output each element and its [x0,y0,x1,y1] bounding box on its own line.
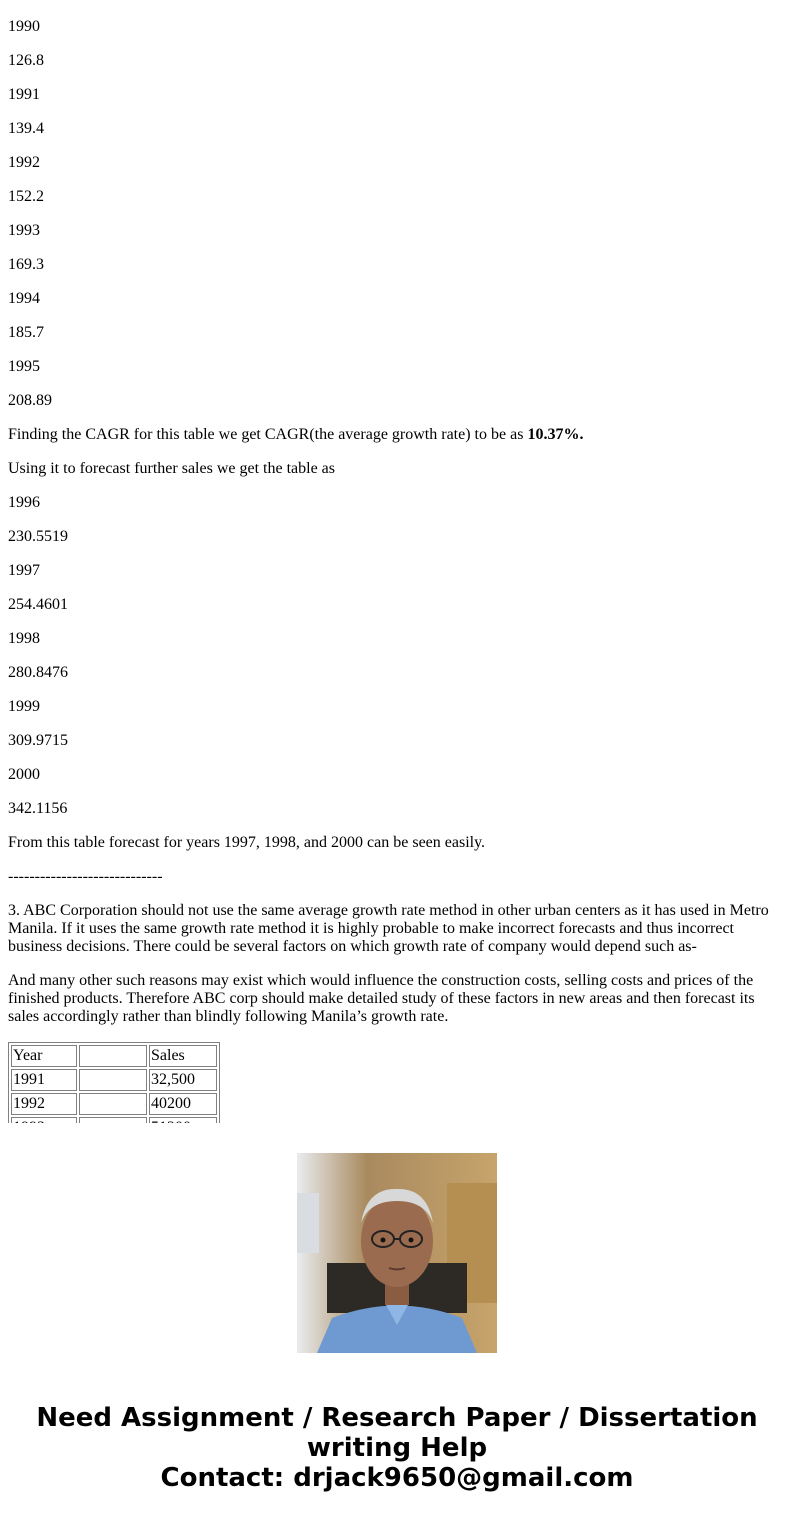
value-line: 1990 [8,18,40,35]
value-line: 1992 [8,154,40,171]
cagr-paragraph [8,426,784,444]
cagr-text: Finding the CAGR for this table we get CAGR(the average growth rate) to be as [8,426,528,443]
value-line: 152.2 [8,188,44,205]
forecast-note: From this table forecast for years 1997, 1998, and 2000 can be seen easily. [8,834,486,851]
top-values-list [8,0,784,410]
header-blank [79,1045,147,1067]
forecast-values-list [8,494,784,818]
cagr-value: 10.37%. [527,426,584,443]
cell-year: 1991 [11,1069,77,1091]
value-line: 1995 [8,358,40,375]
header-sales: Sales [149,1045,217,1067]
paragraph-4: And many other such reasons may exist which would influence the construction costs, selling costs and prices of the finished products. Therefore ABC corp should make detailed study of these factors in new areas and then forecast its sales accordingly rather than blindly following Manila’s growth rate. [8,972,755,1025]
forecast-line: 280.8476 [8,664,68,681]
promo-line-2: writing Help [306,1433,488,1463]
table-row [11,1069,217,1091]
value-line: 185.7 [8,324,44,341]
forecast-line: 1996 [8,494,40,511]
forecast-line: 230.5519 [8,528,68,545]
promo-line-1: Need Assignment / Research Paper / Dissertation [36,1403,758,1433]
cell-sales: 40200 [149,1093,217,1115]
value-line: 139.4 [8,120,44,137]
header-year: Year [11,1045,77,1067]
promo-footer [0,1123,794,1523]
value-line: 1993 [8,222,40,239]
value-line: 1994 [8,290,40,307]
value-line [8,0,784,2]
table-row [11,1093,217,1115]
forecast-line: 1999 [8,698,40,715]
value-line: 208.89 [8,392,52,409]
forecast-line: 309.9715 [8,732,68,749]
value-line: 169.3 [8,256,44,273]
cell-year: 1992 [11,1093,77,1115]
cell-sales: 32,500 [149,1069,217,1091]
paragraph-3: 3. ABC Corporation should not use the same average growth rate method in other urban centers as it has used in Metro Manila. If it uses the same growth rate method it is highly probable to make incorrect forecasts and thus incorrect business decisions. There could be several factors on which growth rate of company would depend such as- [8,902,769,955]
separator-line: ----------------------------- [8,868,163,885]
forecast-intro: Using it to forecast further sales we get the table as [8,460,335,477]
table-header-row [11,1045,217,1067]
document-body [8,0,784,1122]
author-avatar [297,1153,497,1353]
cell-blank [79,1093,147,1115]
value-line: 126.8 [8,52,44,69]
forecast-line: 1998 [8,630,40,647]
promo-contact: Contact: drjack9650@gmail.com [160,1463,634,1493]
value-line: 1991 [8,86,40,103]
promo-text [0,1403,794,1493]
forecast-line: 2000 [8,766,40,783]
forecast-line: 254.4601 [8,596,68,613]
forecast-line: 342.1156 [8,800,68,817]
cell-blank [79,1069,147,1091]
forecast-line: 1997 [8,562,40,579]
